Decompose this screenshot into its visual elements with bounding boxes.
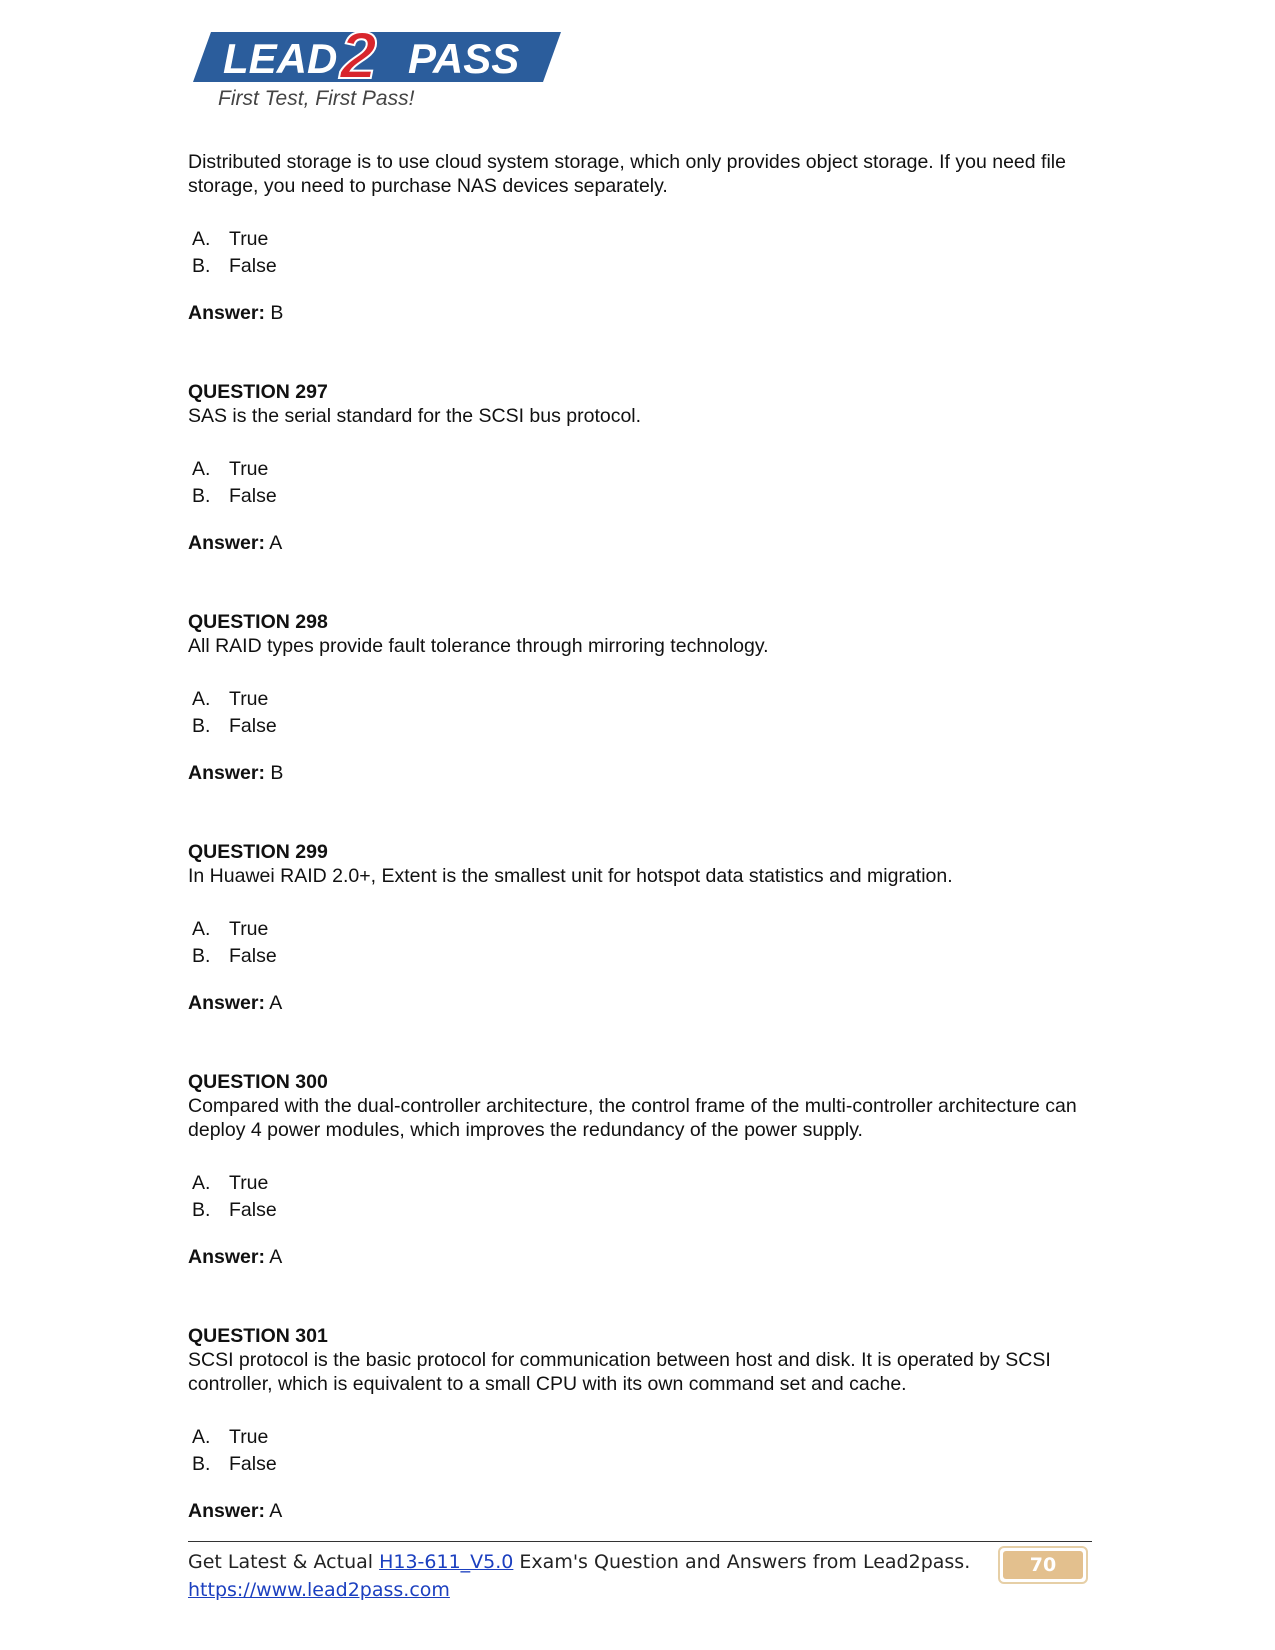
option-text: False xyxy=(229,1452,277,1475)
question-300 xyxy=(188,1070,1088,1269)
question-title: QUESTION 297 xyxy=(188,381,328,403)
option-text: True xyxy=(229,687,269,710)
answer-value: A xyxy=(269,1500,283,1522)
option-b xyxy=(192,252,1088,279)
intro-question-text: Distributed storage is to use cloud system storage, which only provides object storage. If you need file storage, you need to purchase NAS devices separately. xyxy=(188,151,1066,197)
page-number-badge xyxy=(998,1546,1088,1584)
answer-line xyxy=(188,531,1088,555)
question-text: Compared with the dual-controller architecture, the control frame of the multi-controller architecture can deploy 4 power modules, which improves the redundancy of the power supply. xyxy=(188,1095,1077,1141)
document-body xyxy=(188,150,1088,1523)
option-letter: A. xyxy=(192,457,211,480)
option-text: True xyxy=(229,917,269,940)
footer-divider xyxy=(188,1541,1092,1542)
option-letter: B. xyxy=(192,254,211,277)
option-letter: A. xyxy=(192,1425,211,1448)
option-list xyxy=(192,685,1088,739)
option-list xyxy=(192,225,1088,279)
option-b xyxy=(192,482,1088,509)
option-text: True xyxy=(229,457,269,480)
answer-line xyxy=(188,1499,1088,1523)
logo-graphic xyxy=(193,12,583,112)
question-299 xyxy=(188,840,1088,1015)
option-text: True xyxy=(229,1171,269,1194)
question-title: QUESTION 300 xyxy=(188,1071,328,1093)
answer-label: Answer: xyxy=(188,1500,265,1522)
option-list xyxy=(192,455,1088,509)
option-list xyxy=(192,1169,1088,1223)
option-text: True xyxy=(229,1425,269,1448)
question-301 xyxy=(188,1324,1088,1523)
answer-label: Answer: xyxy=(188,762,265,784)
footer-text-before: Get Latest & Actual xyxy=(188,1551,380,1573)
question-text: SAS is the serial standard for the SCSI bus protocol. xyxy=(188,405,642,427)
question-title: QUESTION 299 xyxy=(188,841,328,863)
option-letter: A. xyxy=(192,687,211,710)
answer-label: Answer: xyxy=(188,532,265,554)
option-letter: A. xyxy=(192,917,211,940)
answer-value: A xyxy=(269,532,283,554)
answer-label: Answer: xyxy=(188,992,265,1014)
option-letter: B. xyxy=(192,484,211,507)
option-letter: A. xyxy=(192,227,211,250)
question-title: QUESTION 298 xyxy=(188,611,328,633)
logo-number: 2 xyxy=(340,18,377,92)
footer-text-after: Exam's Question and Answers from Lead2pass. xyxy=(513,1551,971,1573)
answer-line xyxy=(188,1245,1088,1269)
answer-line xyxy=(188,991,1088,1015)
option-text: True xyxy=(229,227,269,250)
answer-line xyxy=(188,761,1088,785)
question-298 xyxy=(188,610,1088,785)
page-number: 70 xyxy=(1003,1551,1083,1579)
footer-line xyxy=(188,1548,988,1576)
logo-word-left: LEAD xyxy=(223,35,338,82)
option-text: False xyxy=(229,1198,277,1221)
option-a xyxy=(192,455,1088,482)
answer-value: B xyxy=(270,762,284,784)
option-a xyxy=(192,685,1088,712)
question-text: In Huawei RAID 2.0+, Extent is the smallest unit for hotspot data statistics and migration. xyxy=(188,865,953,887)
answer-value: A xyxy=(269,1246,283,1268)
option-b xyxy=(192,942,1088,969)
option-text: False xyxy=(229,714,277,737)
option-a xyxy=(192,1423,1088,1450)
logo-word-right: PASS xyxy=(408,35,520,82)
option-list xyxy=(192,1423,1088,1477)
option-letter: B. xyxy=(192,714,211,737)
option-b xyxy=(192,712,1088,739)
exam-link[interactable]: H13-611_V5.0 xyxy=(379,1551,514,1573)
option-a xyxy=(192,1169,1088,1196)
lead2pass-logo xyxy=(193,12,583,112)
page-footer xyxy=(188,1548,988,1604)
question-title: QUESTION 301 xyxy=(188,1325,328,1347)
question-text: All RAID types provide fault tolerance through mirroring technology. xyxy=(188,635,769,657)
option-letter: B. xyxy=(192,944,211,967)
option-a xyxy=(192,225,1088,252)
option-b xyxy=(192,1196,1088,1223)
option-letter: B. xyxy=(192,1198,211,1221)
option-text: False xyxy=(229,254,277,277)
answer-label: Answer: xyxy=(188,1246,265,1268)
option-a xyxy=(192,915,1088,942)
intro-block xyxy=(188,150,1088,325)
site-link[interactable]: https://www.lead2pass.com xyxy=(188,1579,450,1601)
answer-line xyxy=(188,301,1088,325)
question-297 xyxy=(188,380,1088,555)
answer-value: A xyxy=(269,992,283,1014)
answer-label: Answer: xyxy=(188,302,265,324)
logo-tagline: First Test, First Pass! xyxy=(218,87,415,110)
answer-value: B xyxy=(270,302,284,324)
option-text: False xyxy=(229,944,277,967)
option-b xyxy=(192,1450,1088,1477)
option-letter: B. xyxy=(192,1452,211,1475)
option-letter: A. xyxy=(192,1171,211,1194)
option-text: False xyxy=(229,484,277,507)
question-text: SCSI protocol is the basic protocol for communication between host and disk. It is operated by SCSI controller, which is equivalent to a small CPU with its own command set and cache. xyxy=(188,1349,1051,1395)
option-list xyxy=(192,915,1088,969)
